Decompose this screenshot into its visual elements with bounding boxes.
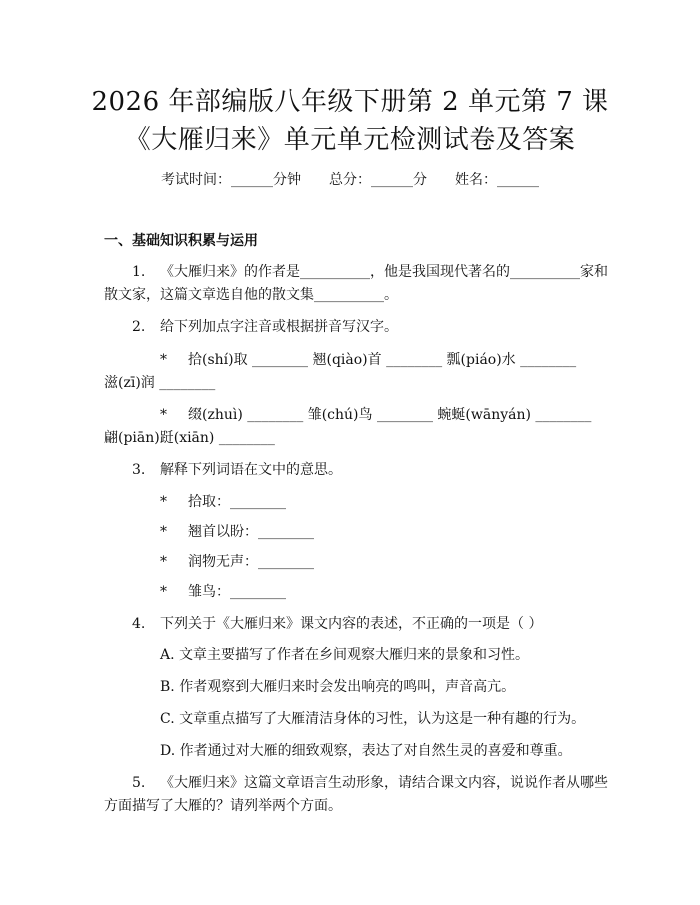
list-item-continued: 滋(zī)润 ________ [104, 375, 216, 391]
option-c: C. 文章重点描写了大雁清洁身体的习性，认为这是一种有趣的行为。 [160, 711, 586, 727]
question-4 [132, 614, 542, 634]
bullet-icon: * [160, 407, 167, 423]
list-item: * 拾取：________ [160, 494, 286, 510]
bullet-icon: * [160, 524, 167, 540]
option-b: B. 作者观察到大雁归来时会发出响亮的鸣叫，声音高亢。 [160, 679, 516, 695]
list-item: * 拾(shí)取 ________ 翘(qiào)首 ________ 瓢(piáo)水 ________ [160, 352, 577, 368]
question-2 [132, 317, 398, 337]
question-5-continued: 方面描写了大雁的？请列举两个方面。 [104, 798, 342, 814]
option-a: A. 文章主要描写了作者在乡间观察大雁归来的景象和习性。 [160, 647, 530, 663]
question-5 [132, 773, 608, 793]
bullet-icon: * [160, 584, 167, 600]
list-item: * 雏鸟：________ [160, 584, 286, 600]
question-number: 2. [132, 319, 146, 335]
section-heading: 一、基础知识积累与运用 [104, 233, 258, 249]
bullet-icon: * [160, 554, 167, 570]
option-d: D. 作者通过对大雁的细致观察，表达了对自然生灵的喜爱和尊重。 [160, 743, 572, 759]
question-text: 《大雁归来》这篇文章语言生动形象，请结合课文内容，说说作者从哪些 [160, 775, 608, 791]
question-text: 解释下列词语在文中的意思。 [160, 462, 342, 478]
exam-time-field: 考试时间：______分钟 [161, 172, 301, 188]
student-name-field: 姓名：______ [455, 172, 539, 188]
title-line-2: 《大雁归来》单元单元检测试卷及答案 [124, 125, 576, 155]
question-1 [132, 262, 608, 282]
bullet-icon: * [160, 494, 167, 510]
list-item-continued: 翩(piān)跹(xiān) ________ [104, 430, 275, 446]
title-line-1: 2026 年部编版八年级下册第 2 单元第 7 课 [91, 87, 609, 117]
bullet-icon: * [160, 352, 167, 368]
question-1-continued: 散文家，这篇文章选自他的散文集__________。 [104, 287, 398, 303]
question-3 [132, 460, 342, 480]
list-item: * 翘首以盼：________ [160, 524, 314, 540]
question-number: 1. [132, 264, 146, 280]
total-score-field: 总分：______分 [329, 172, 427, 188]
question-number: 3. [132, 462, 146, 478]
question-text: 下列关于《大雁归来》课文内容的表述，不正确的一项是（ ） [160, 616, 543, 632]
question-number: 5. [132, 775, 146, 791]
question-text: 给下列加点字注音或根据拼音写汉字。 [160, 319, 398, 335]
question-text: 《大雁归来》的作者是__________，他是我国现代著名的__________家和 [160, 264, 608, 280]
question-number: 4. [132, 616, 146, 632]
list-item: * 润物无声：________ [160, 554, 314, 570]
exam-meta [0, 170, 700, 190]
list-item: * 缀(zhuì) ________ 雏(chú)鸟 ________ 蜿蜒(wānyán) ________ [160, 407, 592, 423]
